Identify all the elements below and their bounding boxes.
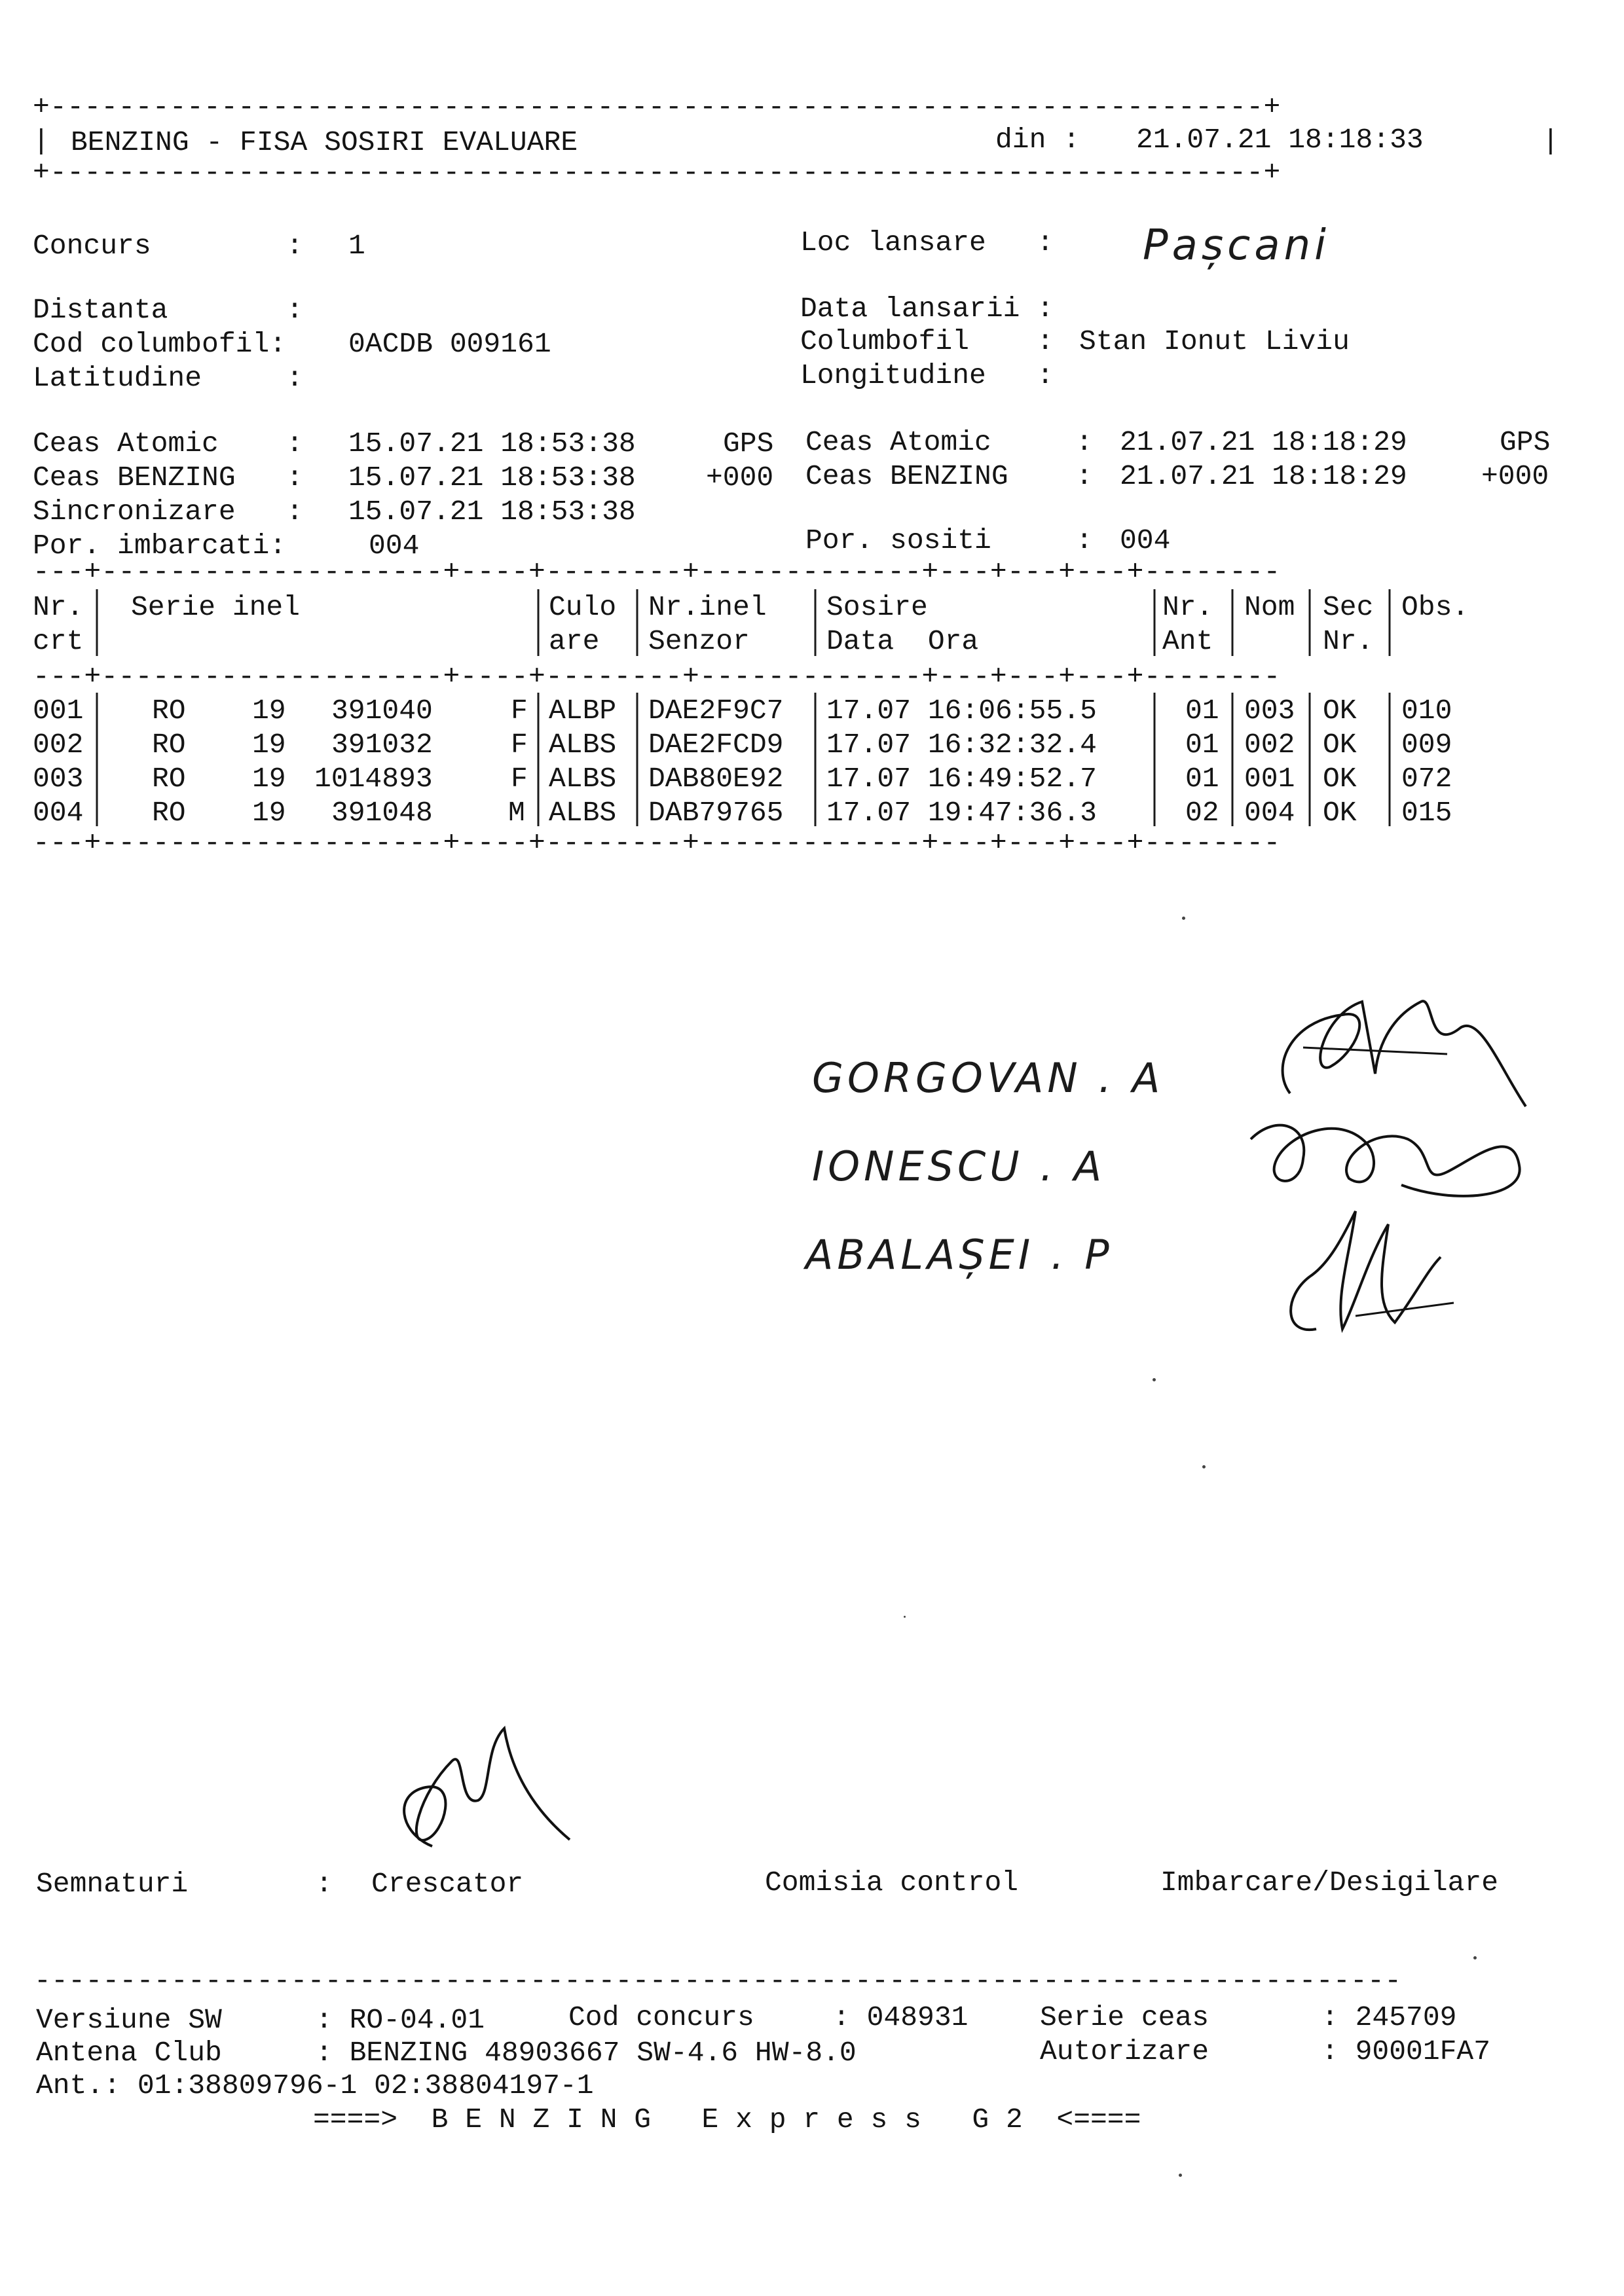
table-column-lines — [0, 0, 1624, 864]
cell-sensor: DAE2F9C7 — [648, 695, 784, 727]
cell-sex: F — [511, 729, 528, 761]
comisia-control-label: Comisia control — [765, 1867, 1019, 1899]
cell-sex: F — [511, 763, 528, 795]
header-top-rule: +-----------------------------------------------------------------------+ — [33, 91, 1281, 123]
ceas-atomic-right-value: 21.07.21 18:18:29 — [1120, 426, 1407, 458]
imbarcare-desigilare-label: Imbarcare/Desigilare — [1160, 1867, 1499, 1899]
col-header-sosire: Sosire — [826, 591, 928, 623]
header-left-bar: | — [33, 125, 50, 157]
din-label: din : — [995, 124, 1080, 156]
serie-ceas-value: : 245709 — [1321, 2001, 1457, 2033]
cell-nom: 004 — [1244, 797, 1295, 829]
cell-ant: 02 — [1185, 797, 1219, 829]
cell-nom: 003 — [1244, 695, 1295, 727]
ceas-benzing-left-suffix: +000 — [706, 462, 774, 494]
por-imbarcati-label: Por. imbarcati: — [33, 530, 287, 562]
cell-sex: F — [511, 695, 528, 727]
table-mid-rule: ---+--------------------+----+--------+-------------+---+---+---+-------- — [33, 661, 1281, 693]
scan-speck — [1153, 1378, 1156, 1381]
concurs-label: Concurs : — [33, 230, 303, 262]
serie-ceas-label: Serie ceas — [1040, 2001, 1209, 2033]
cell-ring: 391032 — [331, 729, 433, 761]
cell-nom: 002 — [1244, 729, 1295, 761]
col-header-senzor: Senzor — [648, 625, 750, 657]
cell-obs: 010 — [1401, 695, 1452, 727]
por-imbarcati-value: 004 — [369, 530, 420, 562]
ceas-benzing-left-value: 15.07.21 18:53:38 — [348, 462, 636, 494]
col-header-culo: Culo — [549, 591, 617, 623]
col-header-nr-ant: Nr. — [1162, 591, 1213, 623]
col-header-nr-inel: Nr.inel — [648, 591, 767, 623]
crescator-label: Crescator — [371, 1868, 524, 1900]
columbofil-value: Stan Ionut Liviu — [1079, 325, 1350, 357]
cell-nr: 002 — [33, 729, 84, 761]
col-header-data-ora: Data Ora — [826, 625, 979, 657]
cell-country: RO — [152, 729, 186, 761]
table-top-rule: ---+--------------------+----+--------+-------------+---+---+---+-------- — [33, 556, 1281, 588]
cod-concurs-label: Cod concurs — [568, 2001, 754, 2033]
cod-columbofil-value: 0ACDB 009161 — [348, 328, 551, 360]
ceas-benzing-right-suffix: +000 — [1481, 460, 1549, 492]
table-bottom-rule: ---+--------------------+----+--------+-------------+---+---+---+-------- — [33, 827, 1281, 859]
handwritten-name-2: IONESCU . A — [812, 1142, 1106, 1190]
cell-sensor: DAB79765 — [648, 797, 784, 829]
header-bottom-rule: +-----------------------------------------------------------------------+ — [33, 156, 1281, 189]
longitudine-label: Longitudine : — [800, 359, 1054, 392]
scan-speck — [1473, 1956, 1477, 1959]
col-header-sec-nr: Nr. — [1323, 625, 1374, 657]
sincronizare-value: 15.07.21 18:53:38 — [348, 496, 636, 528]
cell-obs: 072 — [1401, 763, 1452, 795]
col-header-nom: Nom — [1244, 591, 1295, 623]
din-value: 21.07.21 18:18:33 — [1136, 124, 1424, 156]
col-header-serie-inel: Serie inel — [131, 591, 301, 623]
semnaturi-label: Semnaturi — [36, 1868, 189, 1900]
scan-speck — [1179, 2174, 1182, 2177]
cell-arrival: 17.07 16:32:32.4 — [826, 729, 1097, 761]
commission-signature-3 — [1257, 1198, 1467, 1342]
concurs-value: 1 — [348, 230, 365, 262]
handwritten-name-1: GORGOVAN . A — [812, 1054, 1164, 1102]
autorizare-label: Autorizare — [1040, 2035, 1209, 2068]
cell-country: RO — [152, 763, 186, 795]
ceas-atomic-left-label: Ceas Atomic : — [33, 428, 303, 460]
cell-year: 19 — [252, 695, 286, 727]
cell-sex: M — [508, 797, 525, 829]
cod-concurs-value: : 048931 — [833, 2001, 969, 2033]
cell-year: 19 — [252, 763, 286, 795]
ceas-atomic-left-suffix: GPS — [723, 428, 774, 460]
cell-sec: OK — [1323, 763, 1357, 795]
cell-color: ALBP — [549, 695, 617, 727]
cell-sec: OK — [1323, 729, 1357, 761]
cell-color: ALBS — [549, 763, 617, 795]
cell-nr: 001 — [33, 695, 84, 727]
versiune-value: : RO-04.01 — [316, 2004, 485, 2036]
col-header-crt: crt — [33, 625, 84, 657]
cell-sensor: DAB80E92 — [648, 763, 784, 795]
data-lansarii-label: Data lansarii : — [800, 293, 1054, 325]
handwritten-name-3: ABALAȘEI . P — [805, 1231, 1113, 1279]
col-header-obs: Obs. — [1401, 591, 1469, 623]
scan-speck — [904, 1616, 906, 1618]
crescator-signature — [380, 1702, 576, 1859]
cell-year: 19 — [252, 729, 286, 761]
ceas-benzing-right-label: Ceas BENZING : — [805, 460, 1093, 492]
autorizare-value: : 90001FA7 — [1321, 2035, 1491, 2068]
col-header-nr: Nr. — [33, 591, 84, 623]
cell-obs: 015 — [1401, 797, 1452, 829]
cell-nom: 001 — [1244, 763, 1295, 795]
ceas-benzing-right-value: 21.07.21 18:18:29 — [1120, 460, 1407, 492]
cell-country: RO — [152, 797, 186, 829]
distanta-label: Distanta : — [33, 294, 303, 326]
ceas-atomic-right-label: Ceas Atomic : — [805, 426, 1093, 458]
ceas-benzing-left-label: Ceas BENZING : — [33, 462, 303, 494]
benzing-banner: ====> B E N Z I N G E x p r e s s G 2 <==== — [313, 2104, 1141, 2136]
page-title: BENZING - FISA SOSIRI EVALUARE — [71, 126, 578, 158]
col-header-sec: Sec — [1323, 591, 1374, 623]
cell-nr: 003 — [33, 763, 84, 795]
cell-ring: 1014893 — [314, 763, 433, 795]
ceas-atomic-right-suffix: GPS — [1500, 426, 1551, 458]
cell-ant: 01 — [1185, 763, 1219, 795]
header-right-bar: | — [1542, 125, 1559, 157]
cell-country: RO — [152, 695, 186, 727]
cell-sensor: DAE2FCD9 — [648, 729, 784, 761]
antena-value: : BENZING 48903667 SW-4.6 HW-8.0 — [316, 2037, 857, 2069]
col-header-are: are — [549, 625, 600, 657]
por-sositi-label: Por. sositi : — [805, 524, 1093, 556]
footer-rule: -------------------------------------------------------------------------------- — [34, 1965, 1402, 1997]
cell-ring: 391040 — [331, 695, 433, 727]
cell-ant: 01 — [1185, 695, 1219, 727]
cell-arrival: 17.07 16:06:55.5 — [826, 695, 1097, 727]
sincronizare-label: Sincronizare : — [33, 496, 303, 528]
ceas-atomic-left-value: 15.07.21 18:53:38 — [348, 428, 636, 460]
scan-speck — [1182, 917, 1185, 920]
antenna-serials: Ant.: 01:38809796-1 02:38804197-1 — [36, 2069, 594, 2102]
loc-lansare-label: Loc lansare : — [800, 227, 1054, 259]
columbofil-label: Columbofil : — [800, 325, 1054, 357]
cell-color: ALBS — [549, 729, 617, 761]
cell-nr: 004 — [33, 797, 84, 829]
versiune-label: Versiune SW — [36, 2004, 222, 2036]
cell-arrival: 17.07 19:47:36.3 — [826, 797, 1097, 829]
semnaturi-colon: : — [316, 1868, 333, 1900]
cell-obs: 009 — [1401, 729, 1452, 761]
loc-lansare-value: Pașcani — [1143, 221, 1330, 270]
cell-sec: OK — [1323, 797, 1357, 829]
cod-columbofil-label: Cod columbofil: — [33, 328, 287, 360]
cell-sec: OK — [1323, 695, 1357, 727]
cell-ring: 391048 — [331, 797, 433, 829]
col-header-ant: Ant — [1162, 625, 1213, 657]
cell-arrival: 17.07 16:49:52.7 — [826, 763, 1097, 795]
antena-label: Antena Club — [36, 2037, 222, 2069]
cell-color: ALBS — [549, 797, 617, 829]
cell-year: 19 — [252, 797, 286, 829]
scan-speck — [1202, 1465, 1206, 1468]
por-sositi-value: 004 — [1120, 524, 1171, 556]
latitudine-label: Latitudine : — [33, 362, 303, 394]
cell-ant: 01 — [1185, 729, 1219, 761]
